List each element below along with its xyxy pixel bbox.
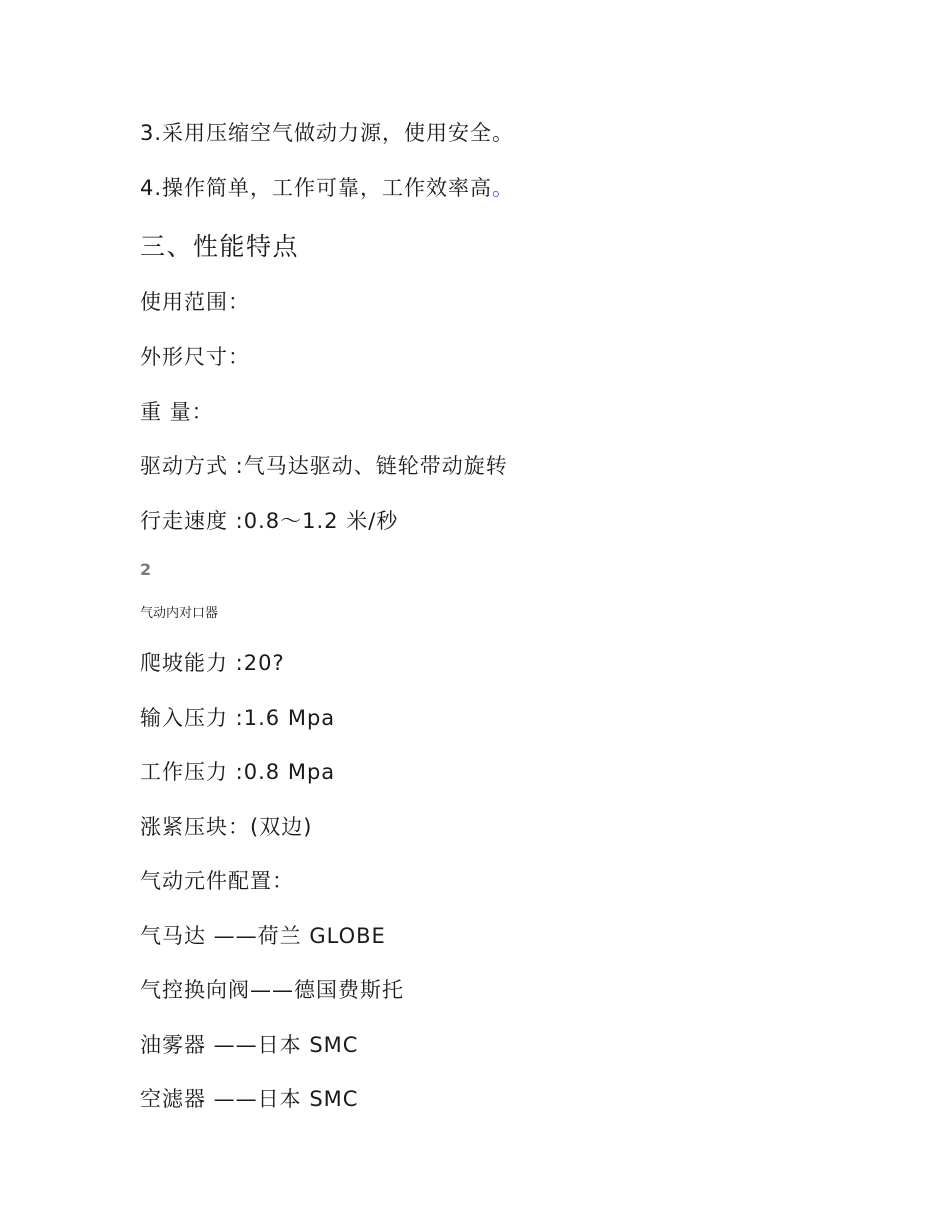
spec-input-pressure: 输入压力 :1.6 Mpa (140, 706, 336, 730)
spec-pneumatic-config: 气动元件配置： (140, 869, 294, 893)
spec-drive-mode: 驱动方式 :气马达驱动、链轮带动旋转 (140, 454, 508, 478)
section-heading: 三、性能特点 (140, 232, 300, 261)
feature-item-3: 3.采用压缩空气做动力源，使用安全。 (140, 121, 515, 145)
spec-air-motor: 气马达 ——荷兰 GLOBE (140, 924, 386, 948)
running-title: 气动内对口器 (140, 606, 219, 621)
spec-clamping-block: 涨紧压块：(双边) (140, 815, 313, 839)
spec-control-valve: 气控换向阀——德国费斯托 (140, 978, 404, 1002)
spec-oil-mister: 油雾器 ——日本 SMC (140, 1033, 359, 1057)
page-number: 2 (140, 560, 152, 579)
feature-item-4-period: 。 (492, 176, 515, 200)
spec-air-filter: 空滤器 ——日本 SMC (140, 1087, 359, 1111)
spec-weight: 重 量： (140, 400, 214, 424)
spec-usage-range: 使用范围： (140, 290, 250, 314)
spec-dimensions: 外形尺寸： (140, 345, 250, 369)
feature-item-4-text: 4.操作简单，工作可靠，工作效率高 (140, 176, 493, 200)
spec-working-pressure: 工作压力 :0.8 Mpa (140, 760, 336, 784)
feature-item-4 (140, 173, 514, 203)
spec-climbing: 爬坡能力 :20? (140, 651, 285, 675)
spec-travel-speed: 行走速度 :0.8～1.2 米/秒 (140, 509, 399, 533)
